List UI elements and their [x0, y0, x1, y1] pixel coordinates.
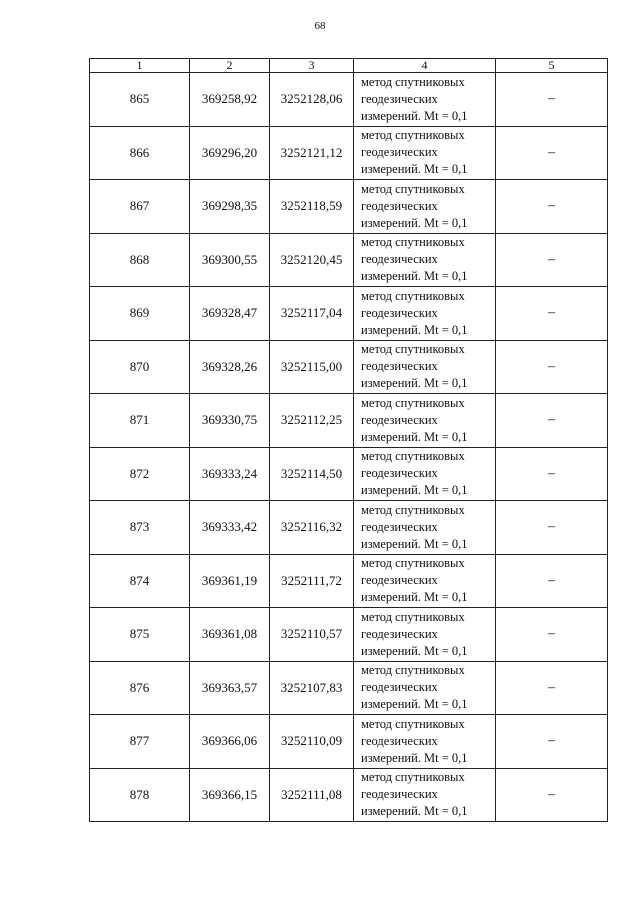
table-row: [90, 394, 608, 448]
note-cell: –: [496, 768, 608, 822]
table-row: [90, 501, 608, 555]
point-number-cell: 866: [90, 126, 190, 180]
note-cell: –: [496, 554, 608, 608]
x-coordinate-cell: 369333,24: [190, 447, 270, 501]
header-col-2: 2: [190, 59, 270, 73]
method-cell: метод спутниковых геодезических измерений. Mt = 0,1: [354, 554, 496, 608]
table-header: [90, 59, 608, 73]
method-cell: метод спутниковых геодезических измерений. Mt = 0,1: [354, 447, 496, 501]
table-row: [90, 340, 608, 394]
method-cell: метод спутниковых геодезических измерений. Mt = 0,1: [354, 73, 496, 127]
table-row: [90, 608, 608, 662]
point-number-cell: 872: [90, 447, 190, 501]
x-coordinate-cell: 369298,35: [190, 180, 270, 234]
coordinates-table: [89, 58, 608, 822]
x-coordinate-cell: 369296,20: [190, 126, 270, 180]
method-cell: метод спутниковых геодезических измерений. Mt = 0,1: [354, 715, 496, 769]
x-coordinate-cell: 369258,92: [190, 73, 270, 127]
note-cell: –: [496, 73, 608, 127]
note-cell: –: [496, 233, 608, 287]
note-cell: –: [496, 340, 608, 394]
x-coordinate-cell: 369366,06: [190, 715, 270, 769]
x-coordinate-cell: 369330,75: [190, 394, 270, 448]
note-cell: –: [496, 180, 608, 234]
header-col-3: 3: [270, 59, 354, 73]
method-cell: метод спутниковых геодезических измерений. Mt = 0,1: [354, 180, 496, 234]
point-number-cell: 878: [90, 768, 190, 822]
point-number-cell: 865: [90, 73, 190, 127]
method-cell: метод спутниковых геодезических измерений. Mt = 0,1: [354, 287, 496, 341]
note-cell: –: [496, 287, 608, 341]
table-row: [90, 661, 608, 715]
x-coordinate-cell: 369361,08: [190, 608, 270, 662]
point-number-cell: 874: [90, 554, 190, 608]
y-coordinate-cell: 3252107,83: [270, 661, 354, 715]
header-col-4: 4: [354, 59, 496, 73]
method-cell: метод спутниковых геодезических измерений. Mt = 0,1: [354, 768, 496, 822]
method-cell: метод спутниковых геодезических измерений. Mt = 0,1: [354, 394, 496, 448]
note-cell: –: [496, 447, 608, 501]
point-number-cell: 869: [90, 287, 190, 341]
method-cell: метод спутниковых геодезических измерений. Mt = 0,1: [354, 233, 496, 287]
table-row: [90, 180, 608, 234]
header-row: [90, 59, 608, 73]
note-cell: –: [496, 126, 608, 180]
method-cell: метод спутниковых геодезических измерений. Mt = 0,1: [354, 661, 496, 715]
point-number-cell: 875: [90, 608, 190, 662]
point-number-cell: 877: [90, 715, 190, 769]
point-number-cell: 867: [90, 180, 190, 234]
point-number-cell: 871: [90, 394, 190, 448]
y-coordinate-cell: 3252121,12: [270, 126, 354, 180]
x-coordinate-cell: 369328,26: [190, 340, 270, 394]
y-coordinate-cell: 3252120,45: [270, 233, 354, 287]
table-row: [90, 715, 608, 769]
method-cell: метод спутниковых геодезических измерений. Mt = 0,1: [354, 126, 496, 180]
header-col-5: 5: [496, 59, 608, 73]
note-cell: –: [496, 715, 608, 769]
y-coordinate-cell: 3252128,06: [270, 73, 354, 127]
header-col-1: 1: [90, 59, 190, 73]
y-coordinate-cell: 3252110,09: [270, 715, 354, 769]
y-coordinate-cell: 3252116,32: [270, 501, 354, 555]
y-coordinate-cell: 3252117,04: [270, 287, 354, 341]
point-number-cell: 876: [90, 661, 190, 715]
x-coordinate-cell: 369361,19: [190, 554, 270, 608]
note-cell: –: [496, 501, 608, 555]
x-coordinate-cell: 369333,42: [190, 501, 270, 555]
table-row: [90, 447, 608, 501]
y-coordinate-cell: 3252118,59: [270, 180, 354, 234]
y-coordinate-cell: 3252112,25: [270, 394, 354, 448]
table-row: [90, 73, 608, 127]
x-coordinate-cell: 369328,47: [190, 287, 270, 341]
point-number-cell: 868: [90, 233, 190, 287]
y-coordinate-cell: 3252115,00: [270, 340, 354, 394]
x-coordinate-cell: 369300,55: [190, 233, 270, 287]
y-coordinate-cell: 3252110,57: [270, 608, 354, 662]
note-cell: –: [496, 608, 608, 662]
table-row: [90, 554, 608, 608]
note-cell: –: [496, 661, 608, 715]
table-body: [90, 73, 608, 822]
method-cell: метод спутниковых геодезических измерений. Mt = 0,1: [354, 501, 496, 555]
point-number-cell: 870: [90, 340, 190, 394]
x-coordinate-cell: 369363,57: [190, 661, 270, 715]
table-row: [90, 287, 608, 341]
method-cell: метод спутниковых геодезических измерений. Mt = 0,1: [354, 340, 496, 394]
page-number: 68: [314, 20, 326, 32]
y-coordinate-cell: 3252111,72: [270, 554, 354, 608]
point-number-cell: 873: [90, 501, 190, 555]
x-coordinate-cell: 369366,15: [190, 768, 270, 822]
note-cell: –: [496, 394, 608, 448]
table-row: [90, 126, 608, 180]
table-row: [90, 768, 608, 822]
table-row: [90, 233, 608, 287]
y-coordinate-cell: 3252114,50: [270, 447, 354, 501]
method-cell: метод спутниковых геодезических измерений. Mt = 0,1: [354, 608, 496, 662]
y-coordinate-cell: 3252111,08: [270, 768, 354, 822]
